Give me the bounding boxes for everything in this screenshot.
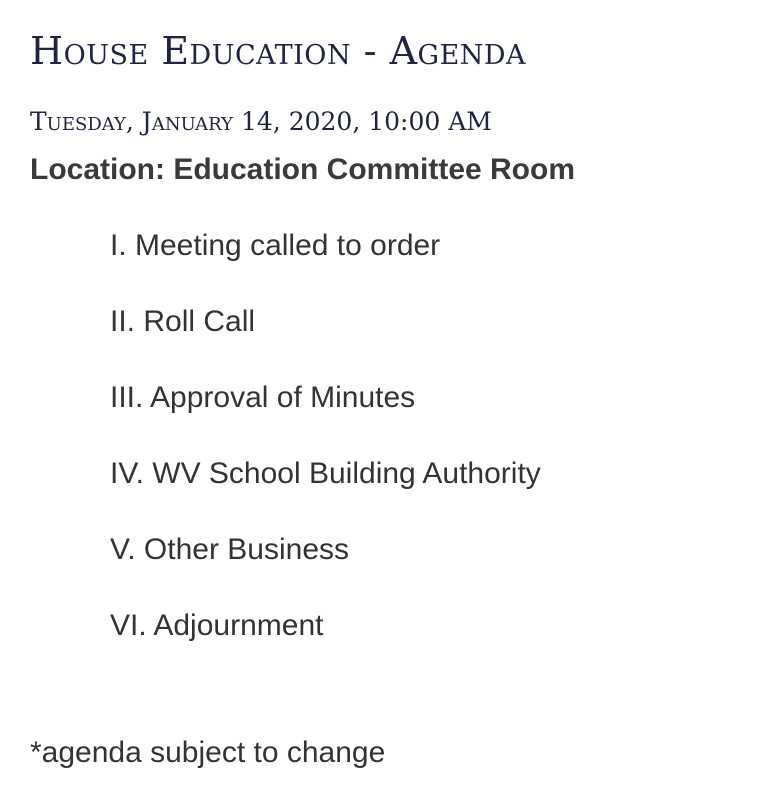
agenda-footnote: *agenda subject to change (30, 736, 386, 769)
agenda-item-approval-of-minutes: III. Approval of Minutes (110, 381, 416, 414)
page-title: House Education - Agenda (30, 29, 527, 73)
agenda-item-other-business: V. Other Business (110, 533, 350, 566)
agenda-item-roll-call: II. Roll Call (110, 305, 256, 338)
meeting-date: Tuesday, January 14, 2020, 10:00 AM (30, 107, 492, 136)
agenda-item-adjournment: VI. Adjournment (110, 609, 324, 642)
agenda-item-call-to-order: I. Meeting called to order (110, 229, 441, 262)
agenda-list (110, 226, 541, 682)
agenda-item-school-building-authority: IV. WV School Building Authority (110, 457, 541, 490)
meeting-location: Location: Education Committee Room (30, 153, 576, 186)
